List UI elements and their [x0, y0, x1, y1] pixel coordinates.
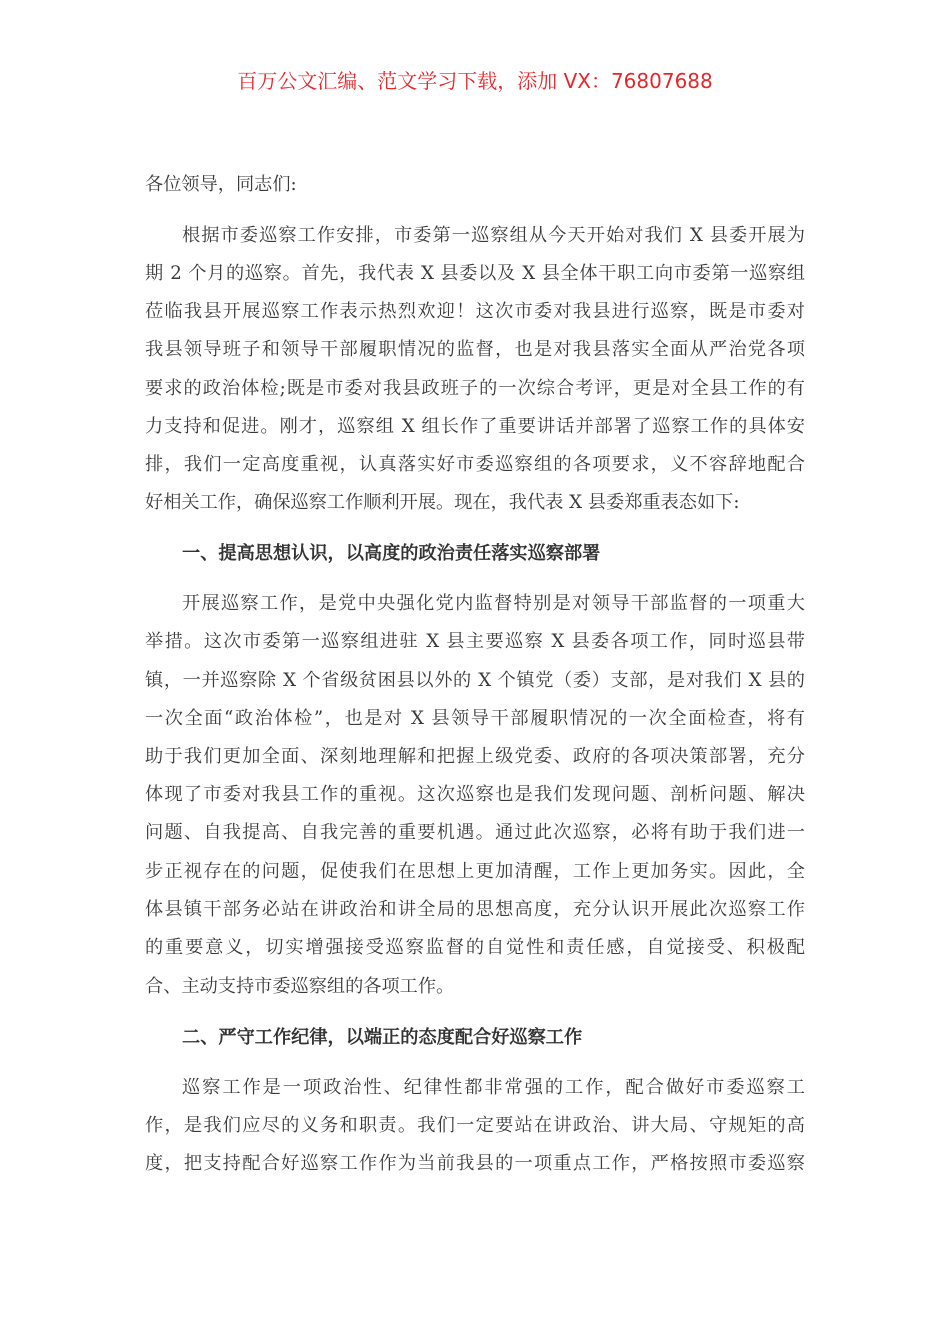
text-line: 要求的政治体检;既是市委对我县政班子的一次综合考评，更是对全县工作的有: [145, 378, 805, 399]
section-heading-1: 一、提高思想认识，以高度的政治责任落实巡察部署: [182, 543, 601, 564]
text-line: 问题、自我提高、自我完善的重要机遇。通过此次巡察，必将有助于我们进一: [145, 822, 805, 843]
text-line: 镇，一并巡察除 X 个省级贫困县以外的 X 个镇党（委）支部，是对我们 X 县的: [145, 670, 805, 691]
text-line: 一次全面“政治体检”，也是对 X 县领导干部履职情况的一次全面检查，将有: [145, 708, 805, 729]
text-line: 排，我们一定高度重视，认真落实好市委巡察组的各项要求，义不容辞地配合: [145, 454, 805, 475]
text-line: 步正视存在的问题，促使我们在思想上更加清醒，工作上更加务实。因此，全: [145, 861, 805, 882]
text-line: 度，把支持配合好巡察工作作为当前我县的一项重点工作，严格按照市委巡察: [145, 1153, 805, 1174]
text-line: 举措。这次市委第一巡察组进驻 X 县主要巡察 X 县委各项工作，同时巡县带: [145, 631, 805, 652]
text-line: 体现了市委对我县工作的重视。这次巡察也是我们发现问题、剖析问题、解决: [145, 784, 805, 805]
greeting: 各位领导，同志们:: [145, 174, 297, 195]
text-line: 好相关工作，确保巡察工作顺利开展。现在，我代表 X 县委郑重表态如下:: [145, 492, 740, 513]
text-line: 体县镇干部务必站在讲政治和讲全局的思想高度，充分认识开展此次巡察工作: [145, 899, 805, 920]
text-line: 开展巡察工作，是党中央强化党内监督特别是对领导干部监督的一项重大: [182, 593, 805, 614]
section-heading-2: 二、严守工作纪律，以端正的态度配合好巡察工作: [182, 1027, 583, 1048]
text-line: 的重要意义，切实增强接受巡察监督的自觉性和责任感，自觉接受、积极配: [145, 937, 805, 958]
text-line: 力支持和促进。刚才，巡察组 X 组长作了重要讲话并部署了巡察工作的具体安: [145, 416, 805, 437]
text-line: 根据市委巡察工作安排，市委第一巡察组从今天开始对我们 X 县委开展为: [182, 225, 805, 246]
text-line: 助于我们更加全面、深刻地理解和把握上级党委、政府的各项决策部署，充分: [145, 746, 805, 767]
watermark-header: 百万公文汇编、范文学习下载，添加 VX：76807688: [237, 69, 713, 93]
text-line: 期 2 个月的巡察。首先，我代表 X 县委以及 X 县全体干职工向市委第一巡察组: [145, 263, 805, 284]
text-line: 我县领导班子和领导干部履职情况的监督，也是对我县落实全面从严治党各项: [145, 339, 805, 360]
text-line: 巡察工作是一项政治性、纪律性都非常强的工作，配合做好市委巡察工: [182, 1077, 805, 1098]
text-line: 作，是我们应尽的义务和职责。我们一定要站在讲政治、讲大局、守规矩的高: [145, 1115, 805, 1136]
text-line: 合、主动支持市委巡察组的各项工作。: [145, 976, 455, 997]
text-line: 莅临我县开展巡察工作表示热烈欢迎！这次市委对我县进行巡察，既是市委对: [145, 301, 805, 322]
